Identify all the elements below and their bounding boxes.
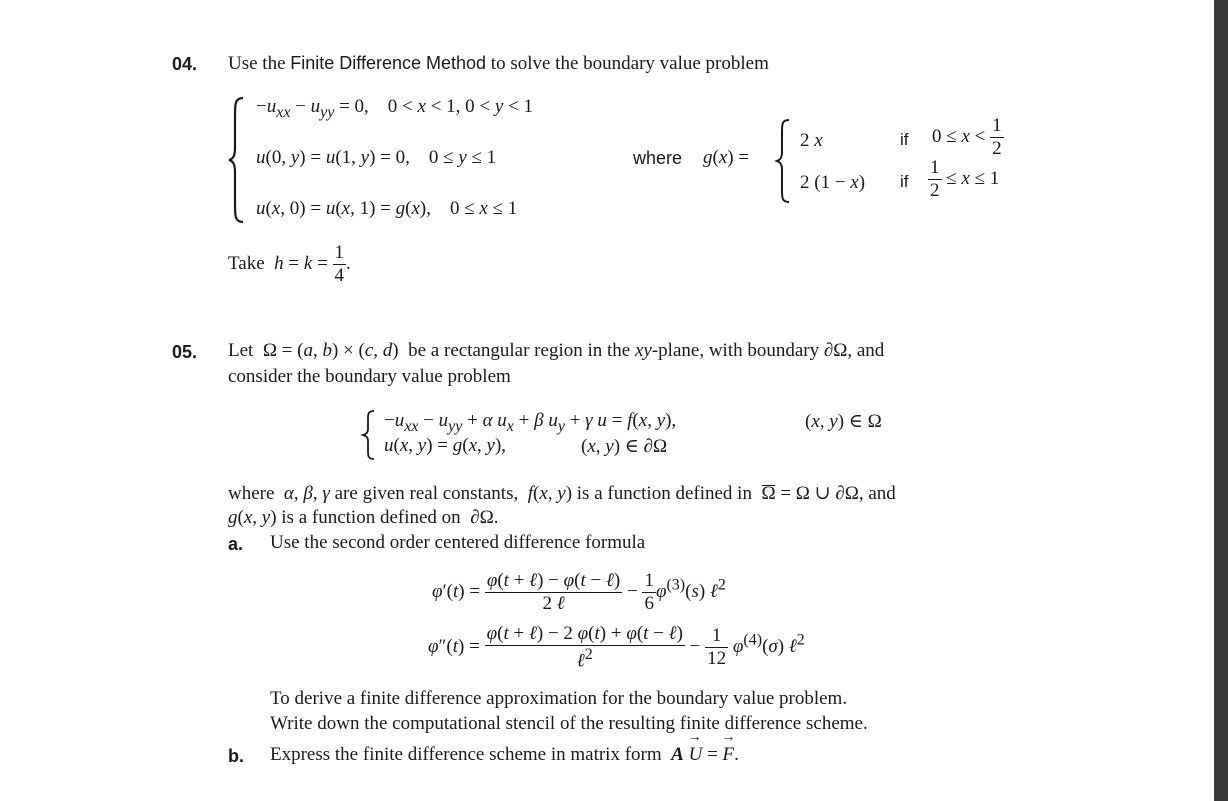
line1-text: be a rectangular region in the [408,340,631,361]
problem-05-line1: Let Ω = (a, b) × (c, d) be a rectangular region in the xy-plane, with boundary ∂Ω, and [228,340,885,361]
step-size: Take h = k = $\frac{1}{4}$ . [228,242,351,286]
bvp-pde-domain: (x, y) ∈ Ω [805,411,882,432]
intro-text: Use the [228,53,286,74]
g-case1-cond: 0 ≤ x < $\frac{1}{2}$ [932,115,1002,159]
g-case2-if: if [900,172,909,191]
problem-04-intro [228,53,769,75]
g-brace [774,118,792,204]
problem-04-number: 04. [172,54,198,74]
part-b-text: Express the finite difference scheme in matrix form A → U = → F. [270,744,739,766]
bvp-brace [360,409,376,461]
where-c-text: , and [858,483,896,504]
g-case1-if: if [900,130,909,149]
derive-text: To derive a finite difference approximation for the boundary value problem. [270,688,848,709]
where-label: where [633,148,683,168]
where-b-text: is a function defined in [576,483,752,504]
where-line2: g(x, y) is a function defined on ∂Ω. [228,507,499,528]
g-definition: g(x) = [703,147,750,168]
g-case2-cond: $\frac{1}{2}$ ≤ x ≤ 1 [930,157,1000,201]
line1b-text: -plane, with boundary [651,340,820,361]
part-b-label: b. [228,746,244,766]
stencil-text: Write down the computational stencil of the resulting finite difference scheme. [270,713,868,734]
part-b-text-body: Express the finite difference scheme in matrix form [270,744,662,765]
intro-text-rest: to solve the boundary value problem [490,53,769,74]
bc-left-right: u(0, y) = u(1, y) = 0, 0 ≤ y ≤ 1 [256,147,497,168]
first-derivative-formula: φ′(t) = $\frac{\text{φ(t + ℓ) − φ(t − ℓ)}}{\text{2 ℓ}}$ − $\frac{1}{6}$ $\varphi^{(3)}(s)$ ℓ$^2$ [432,570,726,614]
line1c-text: , and [847,340,885,361]
bvp-pde: $-u_{xx} - u_{yy} + \alpha$ $u_x + \beta$ $u_y + \gamma$ u = f(x, y), [384,410,677,435]
part-a-label: a. [228,534,244,554]
g-case1-expr: 2 x [800,130,823,151]
problem-05-line2: consider the boundary value problem [228,366,511,387]
where-line1: where α, β, γ are given real constants, f(x, y) is a function defined in Ω = Ω ∪ ∂Ω, and [228,483,896,504]
system-brace [226,96,246,224]
second-derivative-formula: φ″(t) = $\frac{\text{φ(t + ℓ) − 2 φ(t) + φ(t − ℓ)}}{\ell^2}$ − $\frac{1}{12}$ $\varphi^{(4)}(\sigma)$ ℓ$^2$ [428,623,805,672]
scrollbar-edge [1214,0,1228,801]
where-line2-text: is a function defined on [281,507,461,528]
problem-05-number: 05. [172,342,198,362]
method-name: Finite Difference Method [290,53,487,73]
bvp-bc-domain: (x, y) ∈ ∂Ω [581,436,668,457]
bvp-bc: u(x, y) = g(x, y), [384,435,507,456]
part-a-text: Use the second order centered difference formula [270,532,646,553]
where-a-text: are given real constants, [334,483,519,504]
bc-top-bottom: u(x, 0) = u(x, 1) = g(x), 0 ≤ x ≤ 1 [256,198,518,219]
take-label: Take [228,252,265,274]
pde-equation: $-u_{xx} - u_{yy} = 0$, 0 < x < 1, 0 < y < 1 [256,96,534,121]
g-case2-expr: 2 (1 − x) [800,172,866,193]
